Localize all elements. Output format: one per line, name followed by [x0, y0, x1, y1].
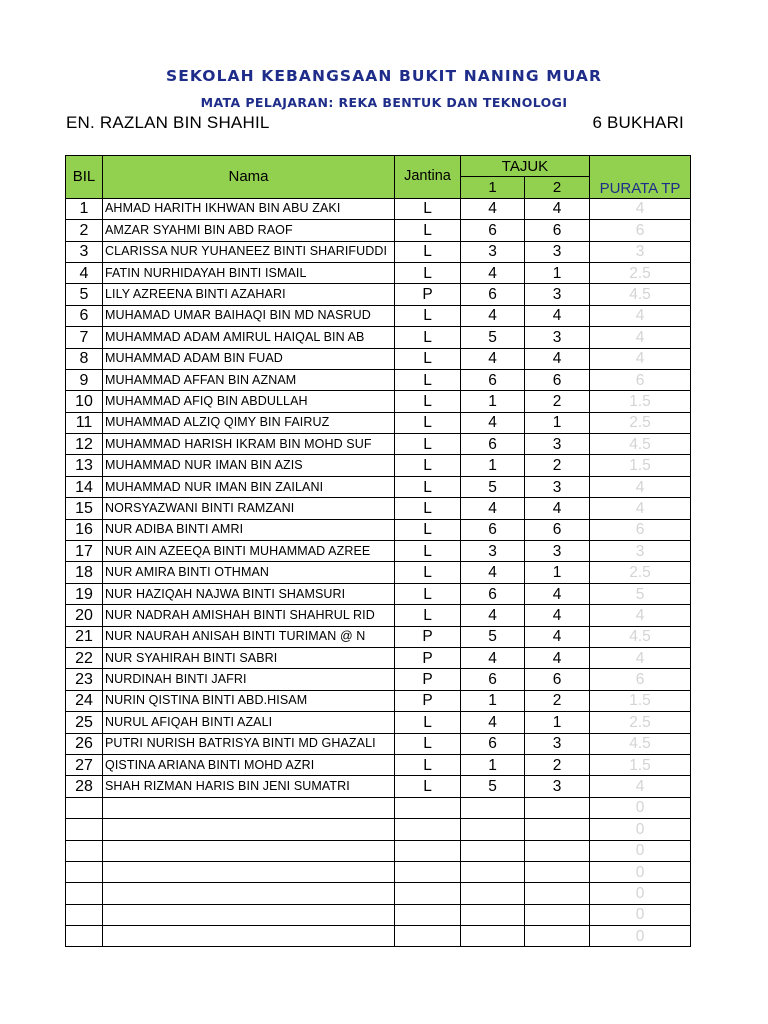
cell-bil: 21 [66, 626, 103, 647]
cell-jantina: L [395, 583, 461, 604]
cell-bil [66, 883, 103, 904]
cell-bil: 7 [66, 327, 103, 348]
cell-nama: PUTRI NURISH BATRISYA BINTI MD GHAZALI [103, 733, 395, 754]
cell-jantina [395, 797, 461, 818]
cell-bil: 1 [66, 198, 103, 219]
cell-purata-tp: 4 [590, 476, 691, 497]
cell-tajuk-1: 4 [461, 348, 525, 369]
cell-nama: AHMAD HARITH IKHWAN BIN ABU ZAKI [103, 198, 395, 219]
cell-tajuk-2: 4 [525, 647, 590, 668]
cell-tajuk-2: 3 [525, 284, 590, 305]
table-row [66, 626, 691, 647]
cell-purata-tp: 0 [590, 861, 691, 882]
cell-tajuk-1 [461, 819, 525, 840]
cell-tajuk-1: 6 [461, 220, 525, 241]
cell-nama: MUHAMAD UMAR BAIHAQI BIN MD NASRUD [103, 305, 395, 326]
cell-tajuk-1: 4 [461, 262, 525, 283]
table-row [66, 391, 691, 412]
cell-bil: 3 [66, 241, 103, 262]
cell-nama: AMZAR SYAHMI BIN ABD RAOF [103, 220, 395, 241]
cell-nama: NUR NADRAH AMISHAH BINTI SHAHRUL RID [103, 605, 395, 626]
cell-tajuk-2: 3 [525, 776, 590, 797]
cell-tajuk-2: 4 [525, 498, 590, 519]
cell-tajuk-1: 3 [461, 241, 525, 262]
cell-jantina: L [395, 455, 461, 476]
table-row [66, 861, 691, 882]
table-row [66, 412, 691, 433]
subject-title: MATA PELAJARAN: REKA BENTUK DAN TEKNOLOGI [200, 95, 568, 110]
cell-purata-tp: 6 [590, 369, 691, 390]
cell-tajuk-1: 5 [461, 626, 525, 647]
cell-jantina: L [395, 391, 461, 412]
cell-purata-tp: 4 [590, 776, 691, 797]
cell-nama: NUR AIN AZEEQA BINTI MUHAMMAD AZREE [103, 541, 395, 562]
cell-tajuk-2: 6 [525, 519, 590, 540]
cell-jantina: P [395, 284, 461, 305]
cell-jantina: L [395, 262, 461, 283]
cell-jantina: L [395, 605, 461, 626]
cell-tajuk-2: 6 [525, 669, 590, 690]
cell-tajuk-1: 6 [461, 733, 525, 754]
cell-purata-tp: 2.5 [590, 412, 691, 433]
table-row [66, 883, 691, 904]
cell-tajuk-2: 1 [525, 712, 590, 733]
table-row [66, 605, 691, 626]
cell-bil: 25 [66, 712, 103, 733]
cell-nama: NUR AMIRA BINTI OTHMAN [103, 562, 395, 583]
table-row [66, 305, 691, 326]
cell-tajuk-1: 5 [461, 776, 525, 797]
cell-nama [103, 883, 395, 904]
table-row [66, 327, 691, 348]
table-row [66, 819, 691, 840]
cell-jantina [395, 926, 461, 947]
cell-nama: QISTINA ARIANA BINTI MOHD AZRI [103, 754, 395, 775]
cell-nama: MUHAMMAD ALZIQ QIMY BIN FAIRUZ [103, 412, 395, 433]
table-row [66, 519, 691, 540]
cell-bil: 26 [66, 733, 103, 754]
table-row [66, 220, 691, 241]
cell-purata-tp: 6 [590, 669, 691, 690]
cell-purata-tp: 1.5 [590, 690, 691, 711]
header-purata-tp: PURATA TP [590, 156, 691, 199]
cell-tajuk-1: 6 [461, 284, 525, 305]
cell-bil: 12 [66, 434, 103, 455]
cell-tajuk-1: 1 [461, 391, 525, 412]
header-tajuk-2: 2 [525, 177, 590, 198]
cell-tajuk-2: 3 [525, 541, 590, 562]
cell-purata-tp: 0 [590, 797, 691, 818]
cell-jantina [395, 883, 461, 904]
cell-tajuk-1: 4 [461, 498, 525, 519]
table-row [66, 476, 691, 497]
student-score-table [65, 155, 691, 947]
cell-nama [103, 904, 395, 925]
cell-nama: NURIN QISTINA BINTI ABD.HISAM [103, 690, 395, 711]
cell-nama [103, 797, 395, 818]
cell-jantina: L [395, 541, 461, 562]
cell-jantina: P [395, 690, 461, 711]
cell-tajuk-1: 6 [461, 669, 525, 690]
cell-purata-tp: 4.5 [590, 626, 691, 647]
cell-nama: NUR NAURAH ANISAH BINTI TURIMAN @ N [103, 626, 395, 647]
cell-nama [103, 819, 395, 840]
cell-bil: 27 [66, 754, 103, 775]
cell-tajuk-1: 1 [461, 455, 525, 476]
cell-tajuk-2 [525, 883, 590, 904]
cell-tajuk-2: 1 [525, 562, 590, 583]
cell-bil: 15 [66, 498, 103, 519]
table-row [66, 669, 691, 690]
cell-tajuk-1: 1 [461, 690, 525, 711]
cell-tajuk-2: 4 [525, 583, 590, 604]
cell-jantina [395, 819, 461, 840]
cell-purata-tp: 6 [590, 519, 691, 540]
table-row [66, 434, 691, 455]
cell-jantina: L [395, 241, 461, 262]
cell-nama: NURUL AFIQAH BINTI AZALI [103, 712, 395, 733]
cell-purata-tp: 0 [590, 926, 691, 947]
cell-tajuk-1: 4 [461, 198, 525, 219]
table-row [66, 369, 691, 390]
cell-jantina: L [395, 754, 461, 775]
cell-bil: 22 [66, 647, 103, 668]
cell-nama: MUHAMMAD HARISH IKRAM BIN MOHD SUF [103, 434, 395, 455]
cell-tajuk-1: 6 [461, 369, 525, 390]
cell-nama: LILY AZREENA BINTI AZAHARI [103, 284, 395, 305]
cell-tajuk-2 [525, 904, 590, 925]
cell-bil [66, 861, 103, 882]
cell-bil: 20 [66, 605, 103, 626]
cell-tajuk-1: 4 [461, 605, 525, 626]
cell-bil: 28 [66, 776, 103, 797]
cell-jantina [395, 904, 461, 925]
cell-nama: NUR HAZIQAH NAJWA BINTI SHAMSURI [103, 583, 395, 604]
cell-tajuk-1: 4 [461, 562, 525, 583]
cell-tajuk-2: 6 [525, 220, 590, 241]
cell-purata-tp: 2.5 [590, 562, 691, 583]
cell-jantina: L [395, 562, 461, 583]
cell-bil: 6 [66, 305, 103, 326]
cell-tajuk-1: 4 [461, 647, 525, 668]
cell-nama: SHAH RIZMAN HARIS BIN JENI SUMATRI [103, 776, 395, 797]
table-row [66, 733, 691, 754]
cell-tajuk-1 [461, 883, 525, 904]
cell-jantina: L [395, 498, 461, 519]
cell-nama [103, 840, 395, 861]
cell-tajuk-2: 1 [525, 412, 590, 433]
cell-tajuk-1: 3 [461, 541, 525, 562]
header-tajuk: TAJUK [461, 156, 590, 177]
cell-jantina: L [395, 369, 461, 390]
cell-jantina: P [395, 626, 461, 647]
cell-bil: 17 [66, 541, 103, 562]
cell-tajuk-1: 6 [461, 434, 525, 455]
cell-tajuk-1: 4 [461, 305, 525, 326]
cell-purata-tp: 4 [590, 348, 691, 369]
cell-jantina: L [395, 519, 461, 540]
cell-tajuk-2: 6 [525, 369, 590, 390]
cell-tajuk-1 [461, 797, 525, 818]
table-row [66, 498, 691, 519]
cell-jantina: L [395, 434, 461, 455]
cell-tajuk-1 [461, 926, 525, 947]
cell-nama: MUHAMMAD ADAM BIN FUAD [103, 348, 395, 369]
cell-tajuk-2: 4 [525, 305, 590, 326]
cell-purata-tp: 4 [590, 198, 691, 219]
cell-bil [66, 819, 103, 840]
table-row [66, 754, 691, 775]
table-body [66, 198, 691, 947]
cell-purata-tp: 4 [590, 327, 691, 348]
cell-purata-tp: 4 [590, 605, 691, 626]
cell-tajuk-1: 5 [461, 327, 525, 348]
header-jantina: Jantina [395, 156, 461, 199]
cell-jantina: L [395, 348, 461, 369]
cell-purata-tp: 2.5 [590, 262, 691, 283]
cell-jantina: L [395, 712, 461, 733]
cell-tajuk-2: 2 [525, 391, 590, 412]
cell-jantina: L [395, 198, 461, 219]
table-row [66, 904, 691, 925]
cell-tajuk-2 [525, 819, 590, 840]
cell-nama [103, 861, 395, 882]
cell-bil: 19 [66, 583, 103, 604]
cell-bil: 11 [66, 412, 103, 433]
header-bil: BIL [66, 156, 103, 199]
cell-purata-tp: 1.5 [590, 455, 691, 476]
table-row [66, 284, 691, 305]
cell-bil [66, 840, 103, 861]
cell-bil: 13 [66, 455, 103, 476]
cell-purata-tp: 4.5 [590, 434, 691, 455]
cell-bil: 4 [66, 262, 103, 283]
header-tajuk-1: 1 [461, 177, 525, 198]
cell-tajuk-1 [461, 840, 525, 861]
cell-tajuk-2: 2 [525, 754, 590, 775]
cell-tajuk-2: 2 [525, 455, 590, 476]
cell-tajuk-2: 3 [525, 327, 590, 348]
cell-purata-tp: 3 [590, 241, 691, 262]
cell-purata-tp: 3 [590, 541, 691, 562]
cell-purata-tp: 4 [590, 498, 691, 519]
table-row [66, 647, 691, 668]
cell-nama: MUHAMMAD AFIQ BIN ABDULLAH [103, 391, 395, 412]
cell-jantina: L [395, 305, 461, 326]
cell-jantina [395, 840, 461, 861]
cell-bil [66, 904, 103, 925]
cell-bil [66, 797, 103, 818]
cell-purata-tp: 0 [590, 883, 691, 904]
cell-purata-tp: 5 [590, 583, 691, 604]
cell-jantina: L [395, 220, 461, 241]
cell-jantina: L [395, 476, 461, 497]
cell-tajuk-1: 4 [461, 712, 525, 733]
cell-tajuk-2: 2 [525, 690, 590, 711]
cell-tajuk-2 [525, 861, 590, 882]
cell-purata-tp: 1.5 [590, 391, 691, 412]
cell-tajuk-2: 4 [525, 605, 590, 626]
cell-nama: NUR SYAHIRAH BINTI SABRI [103, 647, 395, 668]
teacher-name: EN. RAZLAN BIN SHAHIL [66, 113, 270, 132]
cell-bil: 14 [66, 476, 103, 497]
cell-tajuk-2 [525, 840, 590, 861]
cell-nama: NUR ADIBA BINTI AMRI [103, 519, 395, 540]
cell-nama: MUHAMMAD AFFAN BIN AZNAM [103, 369, 395, 390]
cell-tajuk-2 [525, 797, 590, 818]
cell-bil [66, 926, 103, 947]
cell-nama [103, 926, 395, 947]
table-row [66, 926, 691, 947]
cell-tajuk-2: 1 [525, 262, 590, 283]
cell-purata-tp: 4.5 [590, 284, 691, 305]
cell-tajuk-2: 3 [525, 476, 590, 497]
cell-purata-tp: 4 [590, 305, 691, 326]
table-row [66, 797, 691, 818]
cell-purata-tp: 0 [590, 840, 691, 861]
header-nama: Nama [103, 156, 395, 199]
cell-bil: 2 [66, 220, 103, 241]
cell-tajuk-1: 1 [461, 754, 525, 775]
table-row [66, 562, 691, 583]
table-row [66, 712, 691, 733]
cell-bil: 10 [66, 391, 103, 412]
cell-bil: 8 [66, 348, 103, 369]
cell-nama: NORSYAZWANI BINTI RAMZANI [103, 498, 395, 519]
cell-purata-tp: 0 [590, 819, 691, 840]
cell-jantina: L [395, 776, 461, 797]
cell-bil: 18 [66, 562, 103, 583]
table-row [66, 541, 691, 562]
cell-tajuk-1: 6 [461, 583, 525, 604]
cell-tajuk-2: 4 [525, 348, 590, 369]
cell-jantina: P [395, 669, 461, 690]
table-row [66, 262, 691, 283]
table-row [66, 198, 691, 219]
cell-tajuk-2: 3 [525, 241, 590, 262]
cell-bil: 23 [66, 669, 103, 690]
cell-tajuk-2 [525, 926, 590, 947]
table-row [66, 690, 691, 711]
cell-purata-tp: 6 [590, 220, 691, 241]
cell-purata-tp: 2.5 [590, 712, 691, 733]
cell-tajuk-2: 4 [525, 626, 590, 647]
cell-nama: NURDINAH BINTI JAFRI [103, 669, 395, 690]
cell-tajuk-1: 6 [461, 519, 525, 540]
cell-nama: MUHAMMAD NUR IMAN BIN AZIS [103, 455, 395, 476]
cell-tajuk-2: 3 [525, 434, 590, 455]
cell-bil: 5 [66, 284, 103, 305]
table-row [66, 348, 691, 369]
cell-tajuk-1 [461, 861, 525, 882]
table-row [66, 776, 691, 797]
cell-bil: 16 [66, 519, 103, 540]
cell-tajuk-1: 4 [461, 412, 525, 433]
cell-jantina: L [395, 327, 461, 348]
school-name: SEKOLAH KEBANGSAAN BUKIT NANING MUAR [165, 67, 603, 85]
cell-tajuk-2: 4 [525, 198, 590, 219]
cell-jantina: L [395, 412, 461, 433]
class-name: 6 BUKHARI [592, 113, 684, 132]
table-row [66, 583, 691, 604]
cell-purata-tp: 0 [590, 904, 691, 925]
cell-jantina: P [395, 647, 461, 668]
cell-nama: MUHAMMAD ADAM AMIRUL HAIQAL BIN AB [103, 327, 395, 348]
cell-purata-tp: 1.5 [590, 754, 691, 775]
cell-purata-tp: 4.5 [590, 733, 691, 754]
cell-purata-tp: 4 [590, 647, 691, 668]
cell-jantina [395, 861, 461, 882]
cell-nama: MUHAMMAD NUR IMAN BIN ZAILANI [103, 476, 395, 497]
table-row [66, 241, 691, 262]
cell-tajuk-1: 5 [461, 476, 525, 497]
cell-nama: FATIN NURHIDAYAH BINTI ISMAIL [103, 262, 395, 283]
table-row [66, 840, 691, 861]
cell-jantina: L [395, 733, 461, 754]
cell-bil: 9 [66, 369, 103, 390]
cell-tajuk-1 [461, 904, 525, 925]
cell-tajuk-2: 3 [525, 733, 590, 754]
cell-nama: CLARISSA NUR YUHANEEZ BINTI SHARIFUDDI [103, 241, 395, 262]
cell-bil: 24 [66, 690, 103, 711]
table-row [66, 455, 691, 476]
